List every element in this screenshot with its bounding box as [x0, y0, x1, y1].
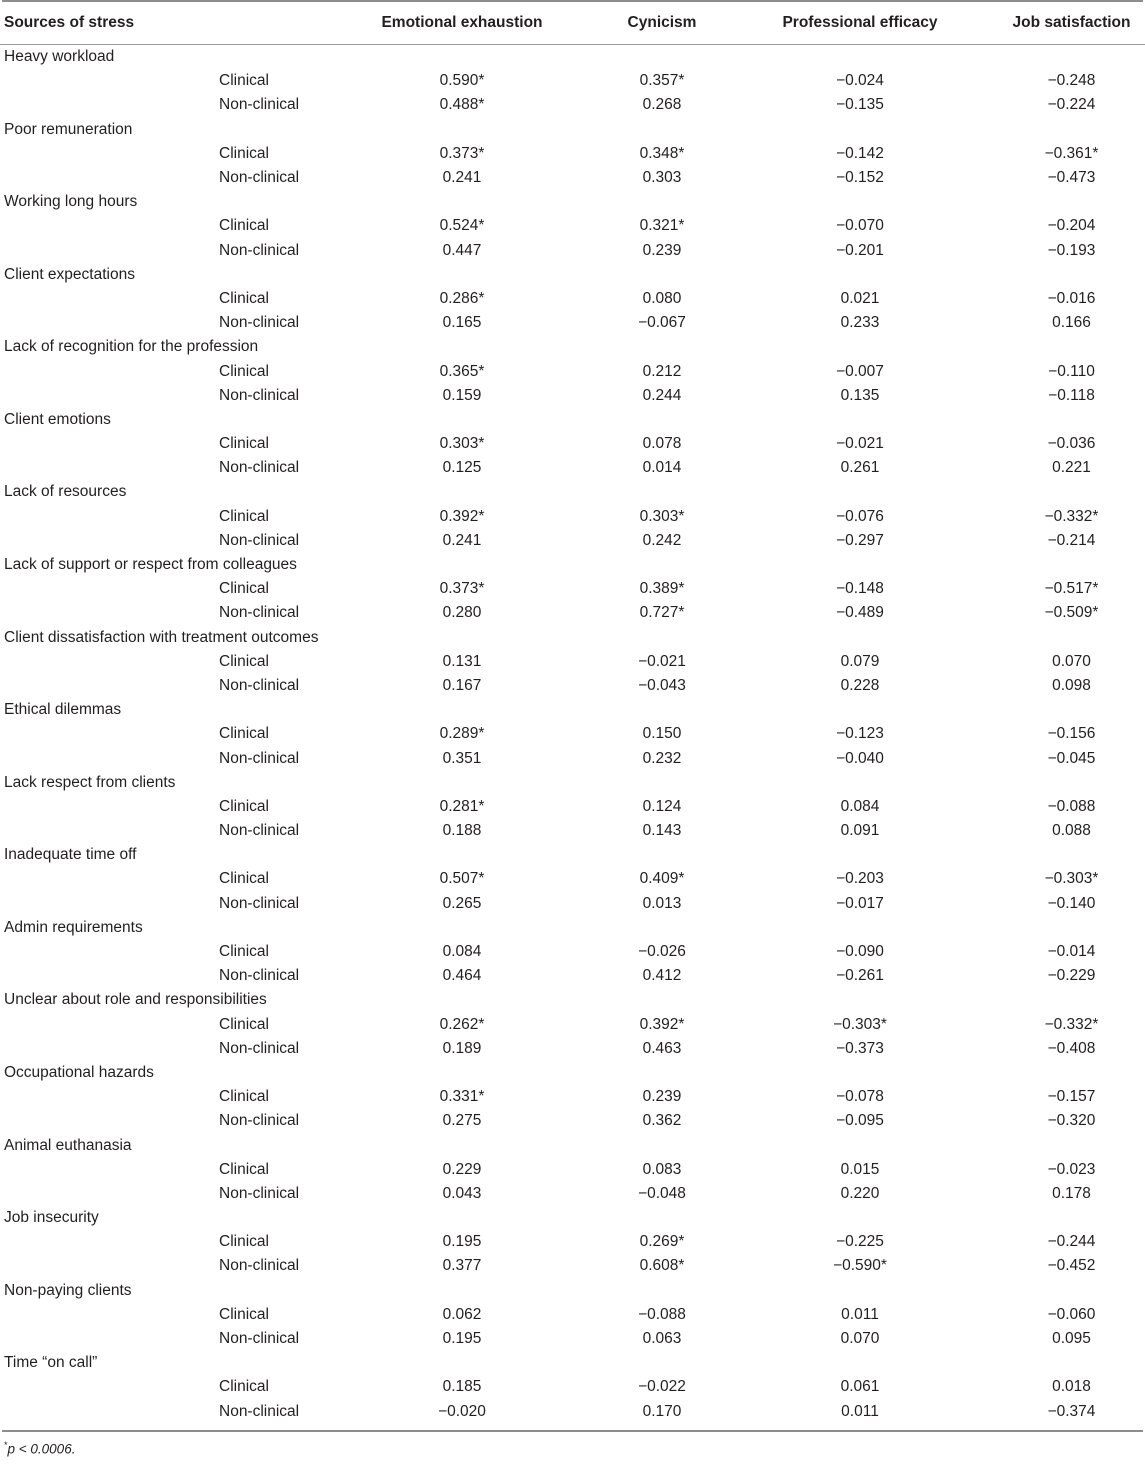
source-label: Inadequate time off [4, 846, 137, 864]
value-cell: 0.013 [642, 894, 682, 912]
value-cell: −0.248 [1047, 72, 1096, 90]
value-cell: 0.244 [642, 386, 682, 404]
value-cell: −0.517* [1044, 580, 1099, 598]
value-cell: −0.090 [836, 943, 884, 961]
group-row [0, 674, 1145, 698]
value-cell: 0.275 [442, 1112, 482, 1130]
value-cell: 0.189 [442, 1039, 482, 1057]
value-cell: 0.021 [840, 289, 880, 307]
value-cell: 0.239 [642, 1088, 682, 1106]
group-label: Clinical [219, 1378, 269, 1396]
value-cell: 0.098 [1052, 676, 1091, 694]
value-cell: 0.084 [840, 797, 880, 815]
value-cell: 0.195 [442, 1233, 482, 1251]
source-row [0, 190, 1145, 214]
group-label: Clinical [219, 1088, 269, 1106]
value-cell: 0.188 [442, 822, 482, 840]
group-label: Non-clinical [219, 314, 300, 332]
group-row [0, 650, 1145, 674]
column-header: Job satisfaction [1012, 14, 1131, 31]
value-cell: −0.152 [836, 169, 884, 187]
value-cell: −0.509* [1044, 604, 1099, 622]
value-cell: 0.447 [442, 241, 482, 259]
value-cell: −0.204 [1047, 217, 1096, 235]
group-label: Non-clinical [219, 894, 300, 912]
value-cell: −0.040 [836, 749, 884, 767]
group-row [0, 601, 1145, 625]
source-row [0, 335, 1145, 359]
source-row [0, 408, 1145, 432]
group-row [0, 1109, 1145, 1133]
group-row [0, 1158, 1145, 1182]
value-cell: −0.148 [836, 580, 884, 598]
group-row [0, 93, 1145, 117]
bottom-rule [2, 1430, 1143, 1432]
source-row [0, 1061, 1145, 1085]
value-cell: 0.409* [639, 870, 685, 888]
value-cell: 0.228 [840, 676, 880, 694]
value-cell: 0.348* [639, 144, 685, 162]
source-row [0, 843, 1145, 867]
value-cell: 0.261 [840, 459, 880, 477]
value-cell: −0.303* [833, 1015, 887, 1033]
group-row [0, 867, 1145, 891]
value-cell: −0.118 [1048, 386, 1095, 404]
group-row [0, 1400, 1145, 1424]
source-label: Occupational hazards [4, 1063, 154, 1081]
group-label: Non-clinical [219, 604, 300, 622]
value-cell: −0.214 [1047, 531, 1096, 549]
source-row [0, 1206, 1145, 1230]
group-label: Non-clinical [219, 1039, 300, 1057]
value-cell: −0.140 [1047, 894, 1096, 912]
value-cell: 0.170 [642, 1402, 682, 1420]
table-footnote [0, 1440, 1145, 1457]
source-label: Poor remuneration [4, 120, 133, 138]
group-label: Non-clinical [219, 822, 300, 840]
source-row [0, 988, 1145, 1012]
column-header: Sources of stress [4, 14, 135, 31]
value-cell: −0.489 [836, 604, 884, 622]
source-label: Lack respect from clients [4, 773, 176, 791]
value-cell: 0.265 [442, 894, 482, 912]
group-row [0, 819, 1145, 843]
value-cell: 0.011 [841, 1305, 879, 1323]
group-label: Clinical [219, 1233, 269, 1251]
group-row [0, 505, 1145, 529]
group-row [0, 529, 1145, 553]
group-row [0, 432, 1145, 456]
group-row [0, 166, 1145, 190]
value-cell: −0.067 [638, 314, 686, 332]
value-cell: −0.373 [836, 1039, 884, 1057]
group-label: Non-clinical [219, 459, 300, 477]
group-row [0, 577, 1145, 601]
group-row [0, 456, 1145, 480]
group-label: Non-clinical [219, 1184, 300, 1202]
group-label: Clinical [219, 1015, 269, 1033]
value-cell: −0.076 [836, 507, 884, 525]
value-cell: −0.088 [638, 1305, 686, 1323]
value-cell: 0.392* [439, 507, 485, 525]
value-cell: 0.166 [1052, 314, 1091, 332]
value-cell: 0.412 [642, 967, 682, 985]
group-row [0, 1230, 1145, 1254]
value-cell: −0.036 [1047, 435, 1096, 453]
value-cell: 0.239 [642, 241, 682, 259]
value-cell: −0.043 [638, 676, 686, 694]
value-cell: −0.408 [1047, 1039, 1096, 1057]
group-row [0, 964, 1145, 988]
value-cell: 0.608* [639, 1257, 685, 1275]
source-label: Heavy workload [4, 48, 115, 66]
value-cell: 0.362 [642, 1112, 682, 1130]
value-cell: −0.229 [1047, 967, 1096, 985]
value-cell: −0.332* [1044, 1015, 1099, 1033]
value-cell: 0.242 [642, 531, 682, 549]
group-row [0, 795, 1145, 819]
value-cell: 0.289* [439, 725, 485, 743]
table-body [0, 45, 1145, 1424]
value-cell: −0.007 [836, 362, 884, 380]
group-row [0, 384, 1145, 408]
value-cell: 0.078 [642, 435, 682, 453]
value-cell: 0.507* [439, 870, 485, 888]
value-cell: 0.269* [639, 1233, 685, 1251]
group-row [0, 69, 1145, 93]
group-label: Clinical [219, 1160, 269, 1178]
value-cell: 0.241 [442, 169, 482, 187]
source-label: Admin requirements [4, 918, 143, 936]
group-row [0, 746, 1145, 770]
value-cell: −0.020 [438, 1402, 486, 1420]
value-cell: 0.357* [639, 72, 685, 90]
value-cell: 0.241 [442, 531, 482, 549]
value-cell: 0.095 [1052, 1330, 1091, 1348]
value-cell: −0.070 [836, 217, 884, 235]
value-cell: 0.321* [639, 217, 685, 235]
value-cell: −0.193 [1047, 241, 1096, 259]
source-label: Unclear about role and responsibilities [4, 991, 267, 1009]
group-label: Non-clinical [219, 1330, 300, 1348]
group-label: Non-clinical [219, 1257, 300, 1275]
value-cell: 0.185 [442, 1378, 482, 1396]
value-cell: 0.286* [439, 289, 485, 307]
group-row [0, 722, 1145, 746]
column-header: Emotional exhaustion [381, 14, 543, 31]
value-cell: 0.303 [642, 169, 682, 187]
source-row [0, 1351, 1145, 1375]
source-label: Ethical dilemmas [4, 701, 122, 719]
source-row [0, 45, 1145, 69]
value-cell: 0.061 [840, 1378, 880, 1396]
source-row [0, 1279, 1145, 1303]
group-label: Clinical [219, 435, 269, 453]
value-cell: 0.303* [439, 435, 485, 453]
value-cell: 0.389* [639, 580, 685, 598]
value-cell: 0.590* [439, 72, 485, 90]
source-row [0, 698, 1145, 722]
value-cell: −0.060 [1047, 1305, 1096, 1323]
group-row [0, 1375, 1145, 1399]
group-row [0, 214, 1145, 238]
group-row [0, 1037, 1145, 1061]
value-cell: 0.070 [840, 1330, 880, 1348]
group-row [0, 142, 1145, 166]
value-cell: 0.015 [840, 1160, 880, 1178]
value-cell: −0.225 [836, 1233, 884, 1251]
value-cell: 0.088 [1052, 822, 1091, 840]
value-cell: −0.157 [1047, 1088, 1096, 1106]
group-label: Clinical [219, 797, 269, 815]
column-header: Cynicism [627, 14, 697, 31]
value-cell: −0.021 [638, 652, 686, 670]
value-cell: −0.123 [836, 725, 884, 743]
group-label: Non-clinical [219, 96, 300, 114]
source-row [0, 626, 1145, 650]
value-cell: 0.220 [840, 1184, 880, 1202]
value-cell: 0.091 [840, 822, 880, 840]
value-cell: 0.232 [642, 749, 682, 767]
value-cell: 0.167 [442, 676, 482, 694]
value-cell: −0.224 [1047, 96, 1096, 114]
group-label: Clinical [219, 217, 269, 235]
value-cell: −0.017 [836, 894, 884, 912]
source-row [0, 118, 1145, 142]
group-row [0, 239, 1145, 263]
value-cell: 0.124 [642, 797, 682, 815]
value-cell: −0.374 [1047, 1402, 1096, 1420]
value-cell: 0.159 [442, 386, 482, 404]
value-cell: −0.473 [1047, 169, 1096, 187]
group-row [0, 359, 1145, 383]
value-cell: −0.048 [638, 1184, 686, 1202]
value-cell: 0.195 [442, 1330, 482, 1348]
value-cell: 0.233 [840, 314, 880, 332]
group-label: Non-clinical [219, 386, 300, 404]
source-label: Client expectations [4, 265, 135, 283]
group-row [0, 287, 1145, 311]
source-row [0, 916, 1145, 940]
source-label: Non-paying clients [4, 1281, 132, 1299]
value-cell: −0.361* [1044, 144, 1099, 162]
value-cell: 0.727* [639, 604, 685, 622]
value-cell: −0.244 [1047, 1233, 1096, 1251]
value-cell: 0.351 [442, 749, 482, 767]
source-label: Lack of resources [4, 483, 127, 501]
value-cell: 0.070 [1052, 652, 1091, 670]
stress-correlation-table [0, 2, 1145, 1424]
group-row [0, 892, 1145, 916]
value-cell: 0.373* [439, 144, 485, 162]
value-cell: 0.014 [642, 459, 682, 477]
source-label: Lack of recognition for the profession [4, 338, 259, 356]
source-row [0, 553, 1145, 577]
value-cell: −0.045 [1047, 749, 1096, 767]
value-cell: 0.488* [439, 96, 485, 114]
value-cell: 0.079 [840, 652, 880, 670]
value-cell: −0.297 [836, 531, 884, 549]
value-cell: 0.143 [642, 822, 682, 840]
value-cell: 0.262* [439, 1015, 485, 1033]
value-cell: 0.524* [439, 217, 485, 235]
value-cell: −0.320 [1047, 1112, 1096, 1130]
source-label: Time “on call” [4, 1354, 98, 1372]
value-cell: 0.018 [1052, 1378, 1091, 1396]
group-label: Clinical [219, 652, 269, 670]
value-cell: 0.377 [442, 1257, 482, 1275]
value-cell: 0.281* [439, 797, 485, 815]
value-cell: −0.088 [1047, 797, 1096, 815]
value-cell: 0.373* [439, 580, 485, 598]
value-cell: −0.022 [638, 1378, 686, 1396]
value-cell: 0.463 [642, 1039, 682, 1057]
value-cell: 0.268 [642, 96, 682, 114]
value-cell: 0.221 [1052, 459, 1091, 477]
value-cell: −0.201 [836, 241, 884, 259]
value-cell: −0.590* [833, 1257, 887, 1275]
group-label: Non-clinical [219, 1112, 300, 1130]
value-cell: 0.331* [439, 1088, 485, 1106]
value-cell: −0.016 [1047, 289, 1096, 307]
group-label: Clinical [219, 1305, 269, 1323]
group-row [0, 311, 1145, 335]
group-label: Clinical [219, 72, 269, 90]
value-cell: 0.212 [642, 362, 682, 380]
group-label: Clinical [219, 943, 269, 961]
source-label: Animal euthanasia [4, 1136, 132, 1154]
value-cell: −0.110 [1048, 362, 1095, 380]
group-label: Clinical [219, 362, 269, 380]
value-cell: 0.280 [442, 604, 482, 622]
value-cell: 0.083 [642, 1160, 682, 1178]
source-label: Job insecurity [4, 1209, 99, 1227]
value-cell: −0.095 [836, 1112, 884, 1130]
group-label: Non-clinical [219, 241, 300, 259]
value-cell: −0.135 [836, 96, 884, 114]
column-header: Professional efficacy [782, 14, 938, 31]
group-label: Clinical [219, 507, 269, 525]
group-label: Non-clinical [219, 749, 300, 767]
group-label: Non-clinical [219, 967, 300, 985]
value-cell: −0.142 [836, 144, 884, 162]
group-row [0, 1085, 1145, 1109]
source-row [0, 480, 1145, 504]
group-row [0, 940, 1145, 964]
value-cell: 0.365* [439, 362, 485, 380]
source-row [0, 771, 1145, 795]
source-row [0, 263, 1145, 287]
value-cell: −0.332* [1044, 507, 1099, 525]
group-label: Non-clinical [219, 531, 300, 549]
source-label: Lack of support or respect from colleagues [4, 556, 297, 574]
value-cell: 0.464 [442, 967, 482, 985]
value-cell: 0.165 [442, 314, 482, 332]
value-cell: −0.452 [1047, 1257, 1096, 1275]
value-cell: 0.392* [639, 1015, 685, 1033]
value-cell: 0.125 [442, 459, 482, 477]
group-label: Non-clinical [219, 169, 300, 187]
group-row [0, 1327, 1145, 1351]
group-row [0, 1303, 1145, 1327]
header-row [0, 2, 1145, 44]
value-cell: −0.203 [836, 870, 884, 888]
value-cell: 0.011 [841, 1402, 879, 1420]
value-cell: 0.150 [642, 725, 682, 743]
value-cell: −0.078 [836, 1088, 884, 1106]
value-cell: −0.014 [1047, 943, 1096, 961]
value-cell: 0.178 [1052, 1184, 1091, 1202]
value-cell: 0.062 [442, 1305, 482, 1323]
value-cell: 0.084 [442, 943, 482, 961]
footnote-marker: * [4, 1439, 8, 1450]
group-label: Clinical [219, 870, 269, 888]
value-cell: −0.024 [836, 72, 884, 90]
group-label: Non-clinical [219, 676, 300, 694]
group-label: Non-clinical [219, 1402, 300, 1420]
group-row [0, 1254, 1145, 1278]
value-cell: 0.043 [442, 1184, 482, 1202]
source-row [0, 1133, 1145, 1157]
value-cell: −0.021 [836, 435, 884, 453]
value-cell: −0.026 [638, 943, 686, 961]
group-row [0, 1013, 1145, 1037]
value-cell: 0.080 [642, 289, 682, 307]
source-label: Client dissatisfaction with treatment outcomes [4, 628, 319, 646]
value-cell: 0.131 [442, 652, 482, 670]
footnote-text: p < 0.0006. [7, 1441, 76, 1457]
value-cell: −0.261 [836, 967, 884, 985]
value-cell: −0.023 [1047, 1160, 1096, 1178]
source-label: Working long hours [4, 193, 138, 211]
value-cell: 0.303* [639, 507, 685, 525]
group-label: Clinical [219, 580, 269, 598]
value-cell: 0.063 [642, 1330, 682, 1348]
value-cell: 0.229 [442, 1160, 482, 1178]
value-cell: −0.156 [1047, 725, 1096, 743]
group-label: Clinical [219, 144, 269, 162]
source-label: Client emotions [4, 410, 111, 428]
group-row [0, 1182, 1145, 1206]
value-cell: −0.303* [1044, 870, 1099, 888]
group-label: Clinical [219, 289, 269, 307]
group-label: Clinical [219, 725, 269, 743]
value-cell: 0.135 [840, 386, 880, 404]
